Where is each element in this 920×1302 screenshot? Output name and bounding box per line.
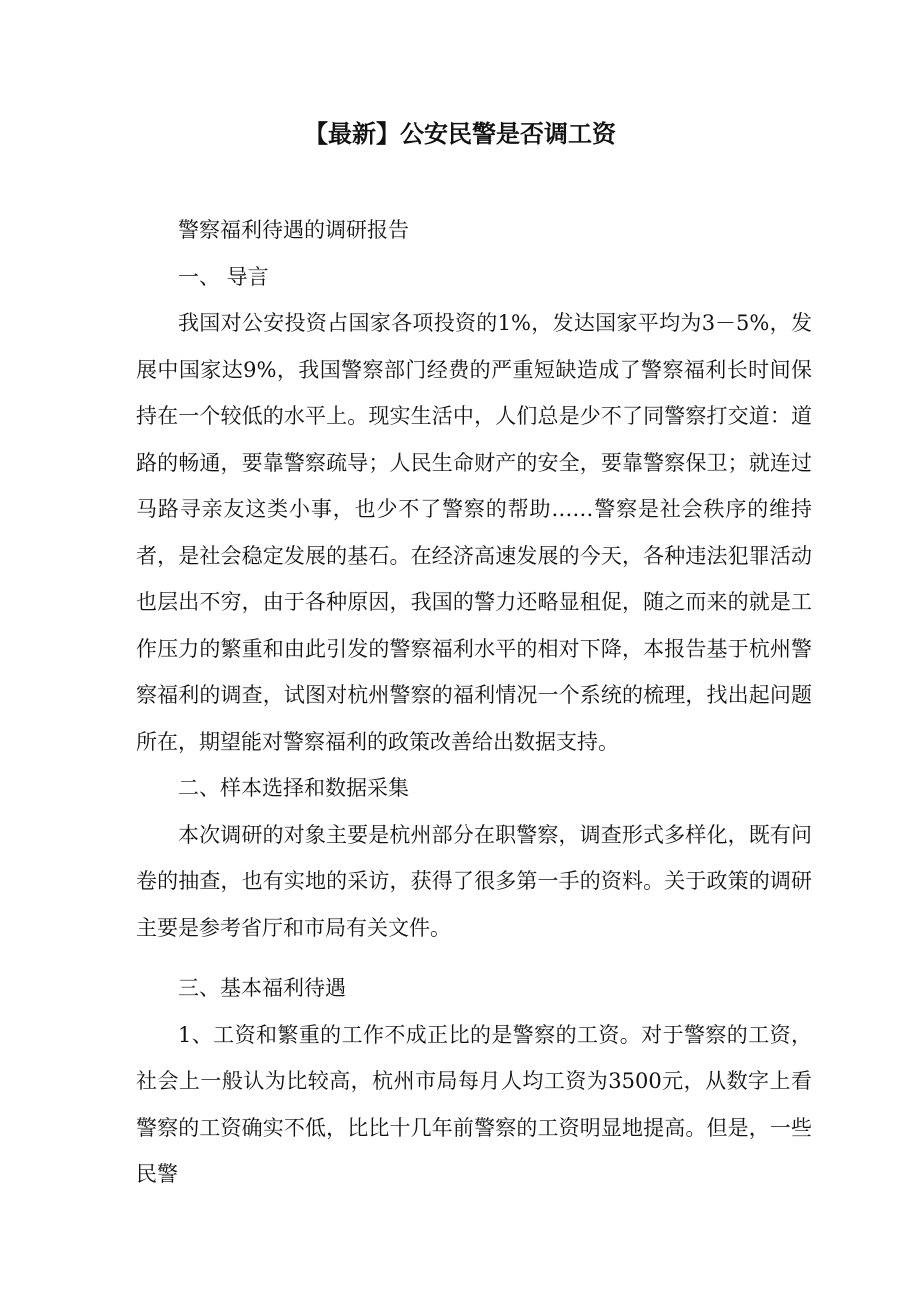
- introduction-paragraph: 我国对公安投资占国家各项投资的1%，发达国家平均为3－5%，发展中国家达9%，我国警察部门经费的严重短缺造成了警察福利长时间保持在一个较低的水平上。现实生活中，人们总是少不了同警察打交道：道路的畅通，要靠警察疏导；人民生命财产的安全，要靠警察保卫；就连过马路寻亲友这类小事，也少不了警察的帮助……警察是社会秩序的维持者，是社会稳定发展的基石。在经济高速发展的今天，各种违法犯罪活动也层出不穷，由于各种原因，我国的警力还略显租促，随之而来的就是工作压力的繁重和由此引发的警察福利水平的相对下降，本报告基于杭州警察福利的调查，试图对杭州警察的福利情况一个系统的梳理，找出起问题所在，期望能对警察福利的政策改善给出数据支持。: [136, 311, 812, 754]
- report-subtitle: 警察福利待遇的调研报告: [178, 218, 409, 242]
- document-body: [136, 207, 812, 1198]
- section-heading-introduction: 一、 导言: [178, 264, 269, 289]
- salary-paragraph: 1、工资和繁重的工作不成正比的是警察的工资。对于警察的工资，社会上一般认为比较高，杭州市局每月人均工资为3500元，从数字上看警察的工资确实不低，比比十几年前警察的工资明显地提高。但是，一些民警: [136, 1022, 812, 1186]
- section-heading-sampling: 二、样本选择和数据采集: [178, 776, 409, 800]
- sampling-paragraph: 本次调研的对象主要是杭州部分在职警察，调查形式多样化，既有问卷的抽查，也有实地的采访，获得了很多第一手的资料。关于政策的调研主要是参考省厅和市局有关文件。: [136, 822, 812, 940]
- section-heading-benefits: 三、基本福利待遇: [178, 976, 346, 1000]
- document-title: 【最新】公安民警是否调工资: [304, 119, 616, 148]
